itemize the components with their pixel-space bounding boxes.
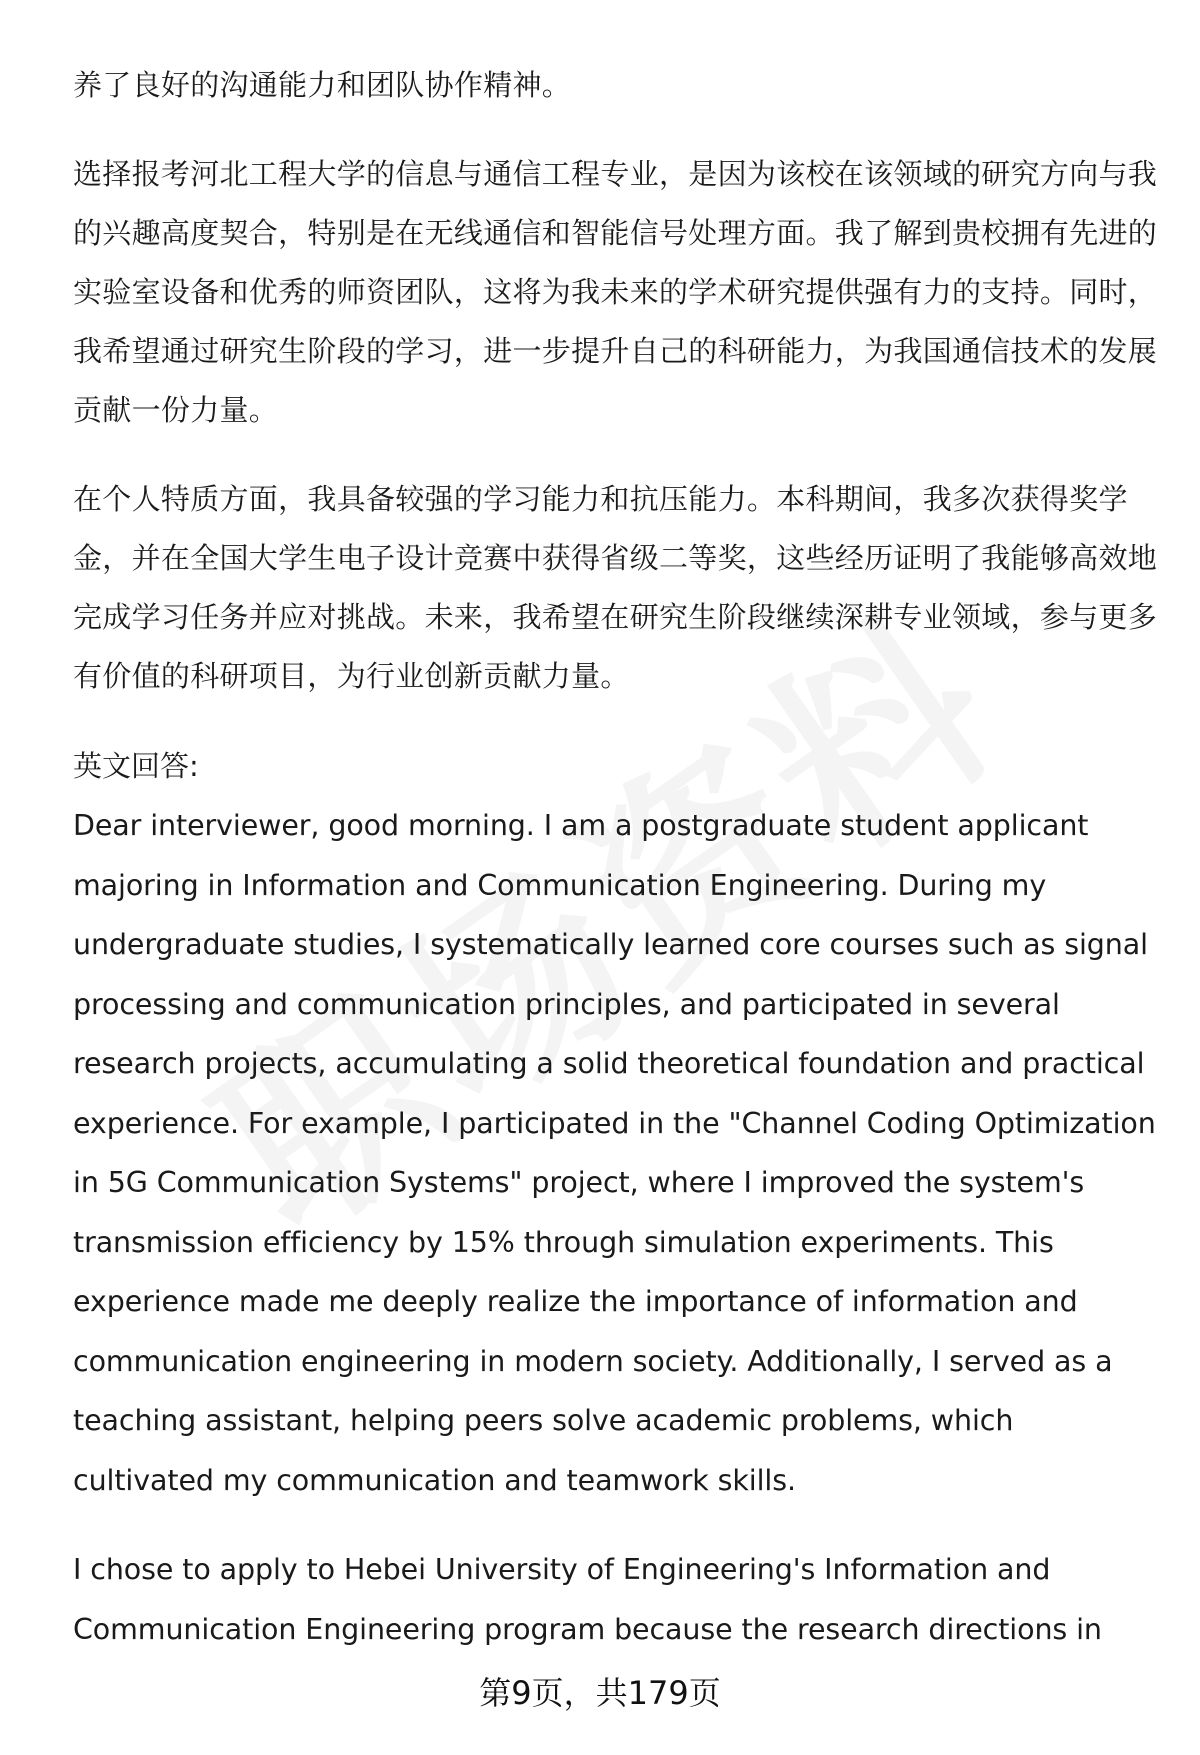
paragraph-zh: 在个人特质方面，我具备较强的学习能力和抗压能力。本科期间，我多次获得奖学金，并在全国大学生电子设计竞赛中获得省级二等奖，这些经历证明了我能够高效地完成学习任务并应对挑战。未来，我希望在研究生阶段继续深耕专业领域，参与更多有价值的科研项目，为行业创新贡献力量。 xyxy=(73,482,1158,693)
paragraph-en: I chose to apply to Hebei University of Engineering's Information and Communication Engineering program because the research directions in xyxy=(73,1553,1102,1646)
page-footer: 第9页，共179页 xyxy=(479,1674,721,1712)
paragraph-zh: 养了良好的沟通能力和团队协作精神。 xyxy=(73,68,572,102)
paragraph-en: Dear interviewer, good morning. I am a postgraduate student applicant majoring in Information and Communication Engineering. During my undergraduate studies, I systematically learned core courses such as signal processing and communication principles, and participated in several research projects, accumulating a solid theoretical foundation and practical experience. For example, I participated in the "Channel Coding Optimization in 5G Communication Systems" project, where I improved the system's transmission efficiency by 15% through simulation experiments. This experience made me deeply realize the importance of information and communication engineering in modern society. Additionally, I served as a teaching assistant, helping peers solve academic problems, which cultivated my communication and teamwork skills. xyxy=(73,809,1156,1497)
page-content xyxy=(73,56,1163,1659)
paragraph-zh: 选择报考河北工程大学的信息与通信工程专业，是因为该校在该领域的研究方向与我的兴趣高度契合，特别是在无线通信和智能信号处理方面。我了解到贵校拥有先进的实验室设备和优秀的师资团队，这将为我未来的学术研究提供强有力的支持。同时，我希望通过研究生阶段的学习，进一步提升自己的科研能力，为我国通信技术的发展贡献一份力量。 xyxy=(73,157,1158,427)
english-answer-label: 英文回答: xyxy=(73,749,199,783)
